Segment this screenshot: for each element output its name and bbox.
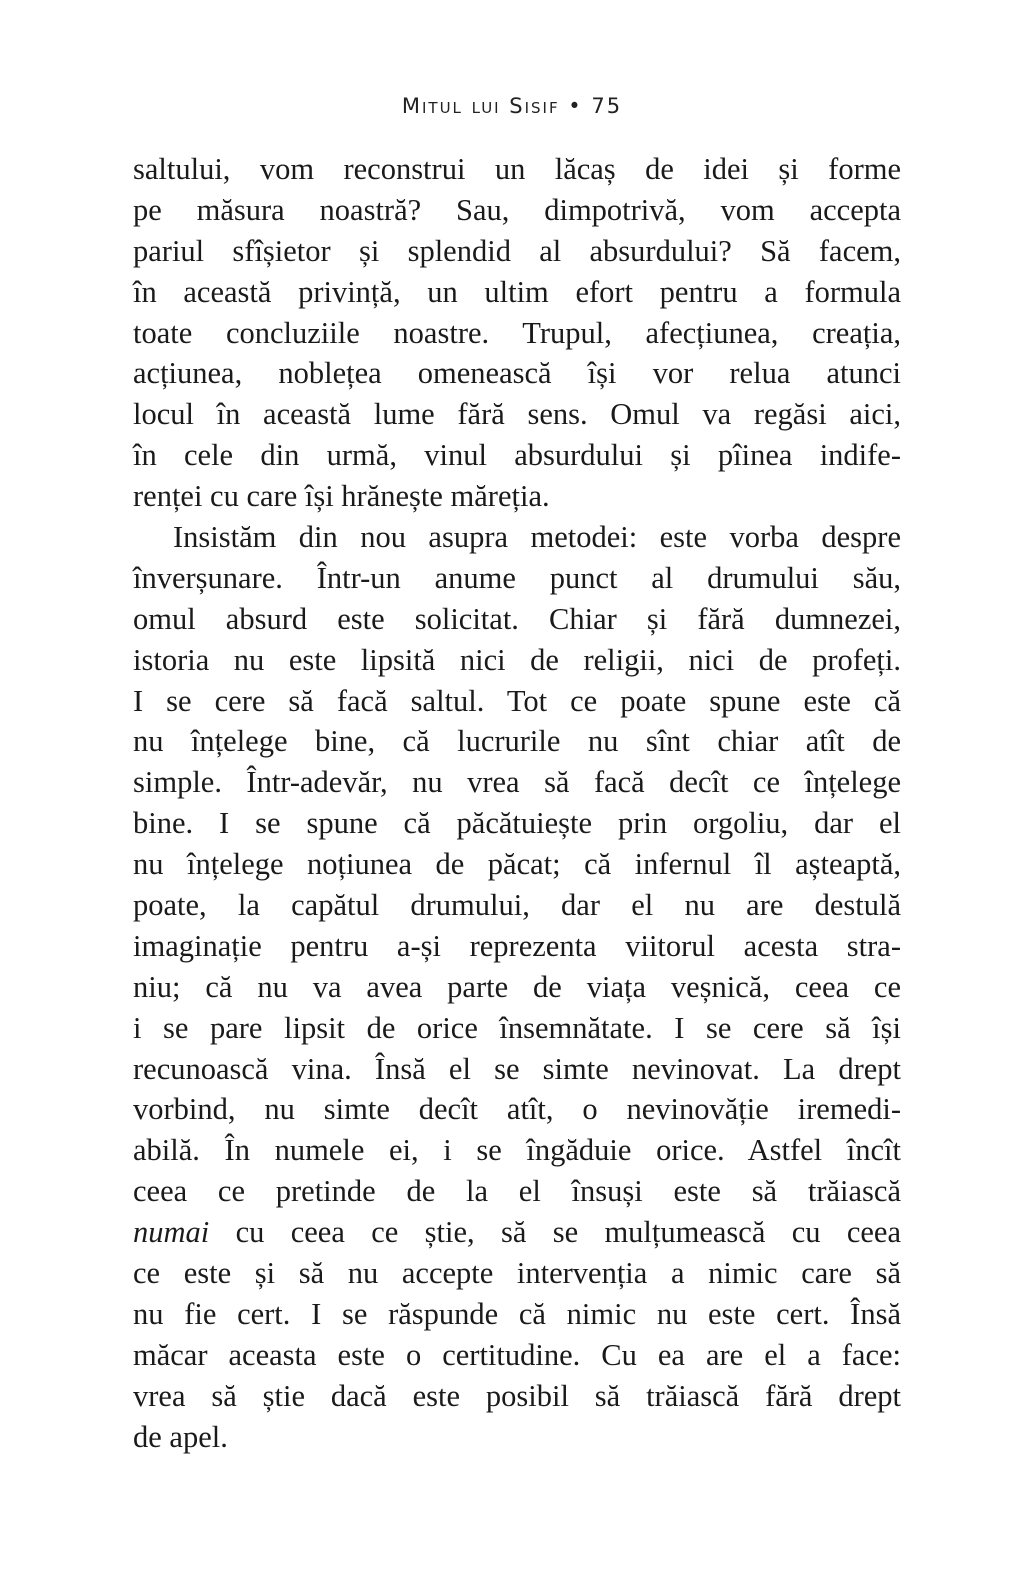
paragraph-1 bbox=[133, 149, 901, 517]
text-line: abilă. În numele ei, i se îngăduie orice. Astfel încît bbox=[133, 1133, 901, 1168]
text-line: nu înțelege bine, că lucrurile nu sînt chiar atît de bbox=[133, 724, 901, 759]
text-line: locul în această lume fără sens. Omul va regăsi aici, bbox=[133, 397, 901, 432]
text-line: înverșunare. Într-un anume punct al drumului său, bbox=[133, 560, 901, 595]
header-separator: • bbox=[568, 94, 583, 118]
text-line: vrea să știe dacă este posibil să trăiască fără drept bbox=[133, 1378, 901, 1413]
text-line: istoria nu este lipsită nici de religii, nici de profeți. bbox=[133, 642, 901, 677]
text-line: pe măsura noastră? Sau, dimpotrivă, vom accepta bbox=[133, 192, 901, 227]
text-line: ceea ce pretinde de la el însuși este să trăiască bbox=[133, 1174, 901, 1209]
text-line: numai cu ceea ce știe, să se mulțumească cu ceea bbox=[133, 1215, 901, 1250]
emphasis: numai bbox=[133, 1215, 210, 1250]
text-line: saltului, vom reconstrui un lăcaș de idei și forme bbox=[133, 152, 901, 186]
book-title: Mitul lui Sisif bbox=[401, 94, 560, 118]
text-line: omul absurd este solicitat. Chiar și fără dumnezei, bbox=[133, 601, 901, 636]
text-line: de apel. bbox=[133, 1419, 228, 1454]
text-line: imaginație pentru a-și reprezenta viitorul acesta stra- bbox=[133, 928, 901, 963]
text-line: în această privință, un ultim efort pentru a formula bbox=[133, 274, 901, 309]
text-line: i se pare lipsit de orice însemnătate. I se cere să își bbox=[133, 1010, 901, 1045]
text-line: recunoască vina. Însă el se simte nevinovat. La drept bbox=[133, 1051, 901, 1086]
text-line: poate, la capătul drumului, dar el nu are destulă bbox=[133, 888, 901, 923]
text-line: nu fie cert. I se răspunde că nimic nu este cert. Însă bbox=[133, 1296, 901, 1331]
text-line: măcar aceasta este o certitudine. Cu ea are el a face: bbox=[133, 1337, 901, 1372]
page-body bbox=[133, 149, 901, 1458]
text-line: simple. Într-adevăr, nu vrea să facă decît ce înțelege bbox=[133, 765, 901, 800]
text-line: acțiunea, noblețea omenească își vor relua atunci bbox=[133, 356, 901, 391]
text-line: renței cu care își hrănește măreția. bbox=[133, 479, 550, 514]
text-line: bine. I se spune că păcătuiește prin orgoliu, dar el bbox=[133, 806, 901, 841]
text-line: nu înțelege noțiunea de păcat; că infernul îl așteaptă, bbox=[133, 847, 901, 882]
text-line: în cele din urmă, vinul absurdului și pîinea indife- bbox=[133, 438, 901, 473]
page-number: 75 bbox=[591, 94, 623, 118]
text-line: toate concluziile noastre. Trupul, afecțiunea, creația, bbox=[133, 315, 901, 350]
text-line: I se cere să facă saltul. Tot ce poate spune este că bbox=[133, 683, 901, 718]
running-header bbox=[0, 94, 1024, 118]
text-line: niu; că nu va avea parte de viața veșnică, ceea ce bbox=[133, 969, 901, 1004]
text-line: vorbind, nu simte decît atît, o nevinovăție iremedi- bbox=[133, 1092, 901, 1127]
paragraph-2 bbox=[133, 517, 901, 1457]
text-line: ce este și să nu accepte intervenția a nimic care să bbox=[133, 1256, 901, 1291]
text-line: pariul sfîșietor și splendid al absurdului? Să facem, bbox=[133, 233, 901, 268]
text-line: Insistăm din nou asupra metodei: este vorba despre bbox=[173, 520, 901, 555]
